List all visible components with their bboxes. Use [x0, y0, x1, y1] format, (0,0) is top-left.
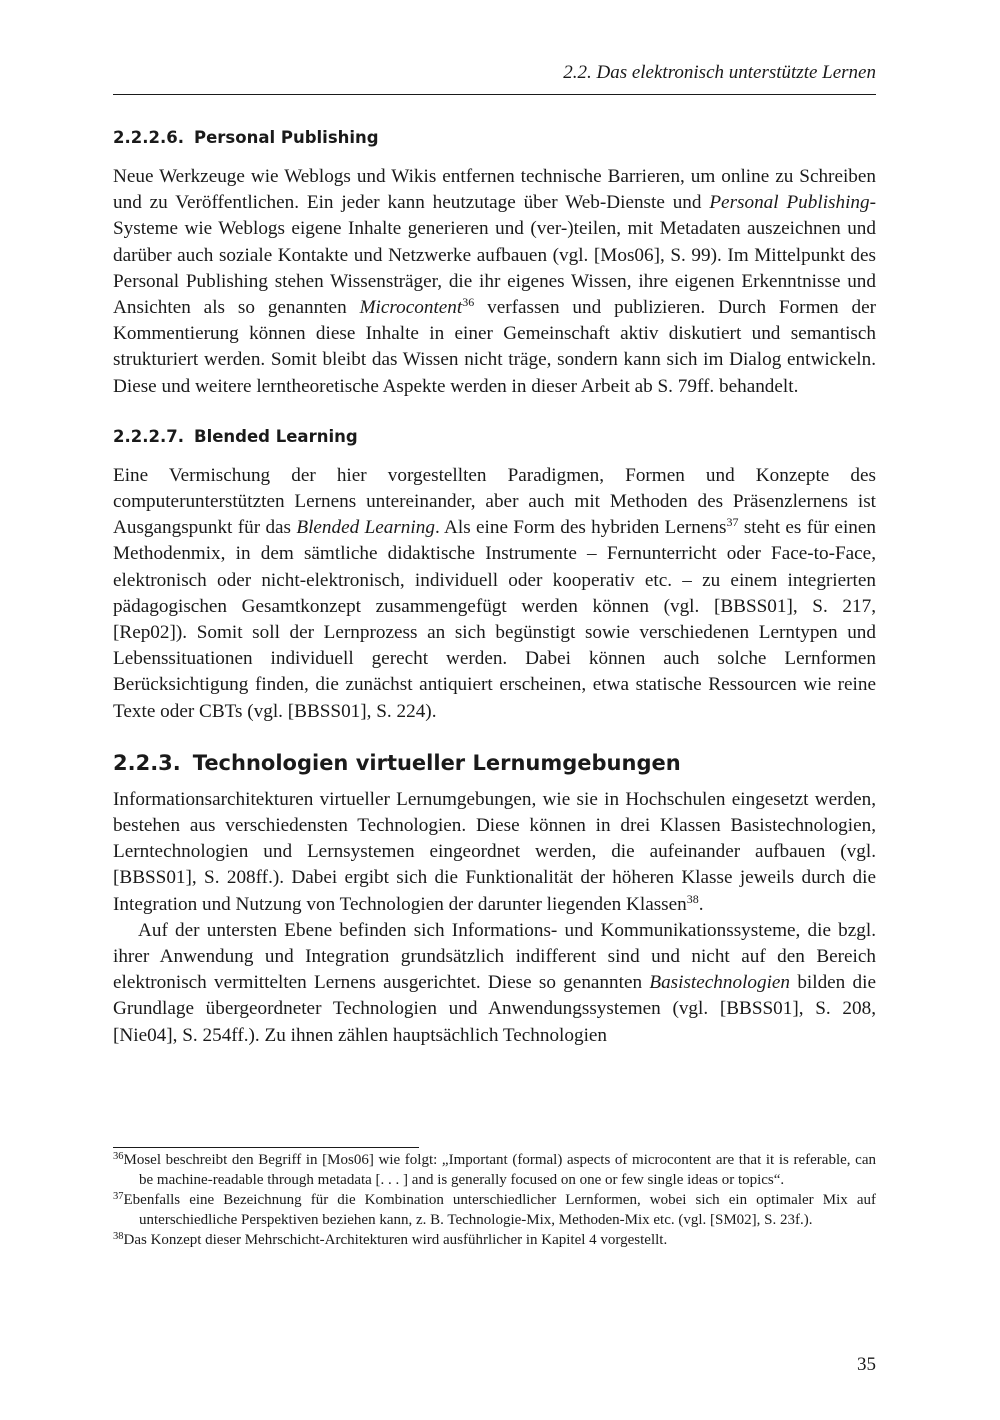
footnote-ref-36[interactable]: 36: [462, 295, 475, 310]
footnote-ref-38[interactable]: 38: [686, 891, 699, 906]
paragraph-personal-publishing: Neue Werkzeuge wie Weblogs und Wikis entfernen technische Barrieren, um online zu Schreiben und zu Veröffentlichen. Ein jeder kann heutzutage über Web-Dienste und Personal Publishing-Systeme wie Weblogs eigene Inhalte generieren und (ver-)teilen, mit Metadaten auszeichnen und darüber auch soziale Kontakte und Netzwerke aufbauen (vgl. [Mos06], S. 99). Im Mittelpunkt des Personal Publishing stehen Wissensträger, die ihr eigenes Wissen, ihre eigenen Erkenntnisse und Ansichten als so genannten Microcontent$^{36}$ verfassen und publizieren. Durch Formen der Kommentierung können diese Inhalte in einer Gemeinschaft aktiv diskutiert und semantisch strukturiert werden. Somit bleibt das Wissen nicht träge, sondern kann sich im Dialog entwickeln. Diese und weitere lerntheoretische Aspekte werden in dieser Arbeit ab S. 79ff. behandelt.: [113, 166, 876, 397]
paragraph-blended-learning: Eine Vermischung der hier vorgestellten Paradigmen, Formen und Konzepte des computerunterstützten Lernens untereinander, aber auch mit Methoden des Präsenzlernens ist Ausgangspunkt für das Blended Learning. Als eine Form des hybriden Lernens$^{37}$ steht es für einen Methodenmix, in dem sämtliche didaktische Instrumente – Fernunterricht oder Face-to-Face, elektronisch oder nicht-elektronisch, individuell oder kooperativ etc. – zu einem integrierten pädagogischen Gesamtkonzept zusammengefügt werden können (vgl. [BBSS01], S. 217, [Rep02]). Somit soll der Lernprozess an sich begünstigt sowie verschiedenen Lerntypen und Lebenssituationen individuell gerecht werden. Dabei können auch solche Lernformen Berücksichtigung finden, die zunächst antiquiert erscheinen, etwa statische Ressourcen wie reine Texte oder CBTs (vgl. [BBSS01], S. 224).: [113, 464, 876, 722]
footnote-36: $^{36}$Mosel beschreibt den Begriff in [Mos06] wie folgt: „Important (formal) aspects of microcontent are that it is referable, can be machine-readable through metadata [. . . ] and is generally focused on one or few single ideas or topics“.: [113, 1151, 876, 1188]
term-microcontent: Microcontent: [359, 297, 463, 319]
heading-technologien: [113, 751, 876, 775]
heading-text: Technologien virtueller Lernumgebungen: [192, 750, 681, 775]
footnotes: [113, 1150, 876, 1250]
page-number: 35: [857, 1354, 876, 1375]
heading-number: 2.2.3.: [113, 750, 181, 775]
term-personal-publishing: Personal Publishing: [709, 192, 870, 214]
term-blended-learning: Blended Learning: [296, 517, 435, 539]
footnote-38: $^{38}$Das Konzept dieser Mehrschicht-Architekturen wird ausführlicher in Kapitel 4 vorgestellt.: [113, 1231, 668, 1248]
heading-blended-learning: [113, 427, 876, 446]
term-basistechnologien: Basistechnologien: [649, 972, 791, 994]
page-header: [113, 58, 876, 95]
running-head: 2.2. Das elektronisch unterstützte Lernen: [563, 62, 876, 83]
paragraph-technologien-2: Auf der untersten Ebene befinden sich Informations- und Kommunikationssysteme, die bzgl. ihrer Anwendung und Integration grundsätzlich indifferent sind und nicht auf den Bereich elektronisch vermittelten Lernens ausgerichtet. Diese so genannten Basistechnologien bilden die Grundlage übergeordneter Technologien und Anwendungssystemen (vgl. [BBSS01], S. 208, [Nie04], S. 254ff.). Zu ihnen zählen hauptsächlich Technologien: [113, 919, 876, 1046]
footnote-37: $^{37}$Ebenfalls eine Bezeichnung für die Kombination unterschiedlicher Lernformen, wobei sich ein optimaler Mix auf unterschiedliche Perspektiven beziehen kann, z. B. Technologie-Mix, Methoden-Mix etc. (vgl. [SM02], S. 23f.).: [113, 1191, 876, 1228]
heading-number: 2.2.2.7.: [113, 426, 184, 446]
footnote-ref-37[interactable]: 37: [726, 515, 739, 530]
heading-text: Personal Publishing: [194, 128, 379, 147]
main-content: [113, 128, 876, 1049]
heading-text: Blended Learning: [194, 426, 358, 446]
footnote-divider: [113, 1147, 419, 1148]
heading-number: 2.2.2.6.: [113, 128, 184, 147]
heading-personal-publishing: [113, 128, 876, 147]
paragraph-technologien-1: Informationsarchitekturen virtueller Lernumgebungen, wie sie in Hochschulen eingesetzt werden, bestehen aus verschiedensten Technologien. Diese können in drei Klassen Basistechnologien, Lerntechnologien und Lernsystemen eingeordnet werden, die aufeinander aufbauen (vgl. [BBSS01], S. 208ff.). Dabei ergibt sich die Funktionalität der höheren Klasse jeweils durch die Integration und Nutzung von Technologien der darunter liegenden Klassen$^{38}$.: [113, 788, 876, 915]
